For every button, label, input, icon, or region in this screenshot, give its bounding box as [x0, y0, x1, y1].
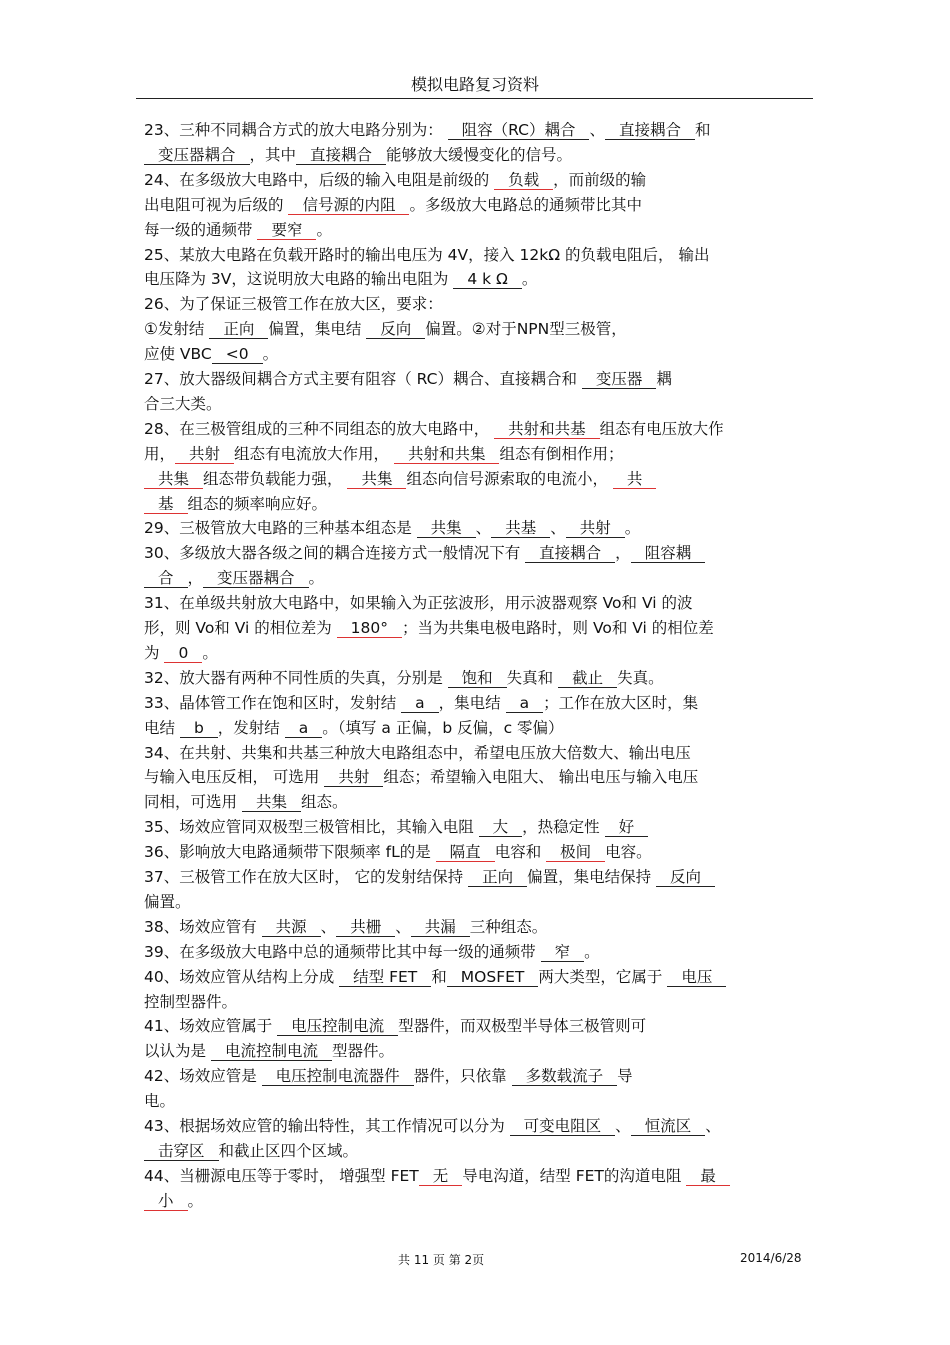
text-line: [144, 617, 809, 639]
question-text: 偏置。②对于NPN型三极管，: [425, 320, 627, 339]
text-line: [144, 916, 809, 938]
text-line: [144, 318, 809, 340]
text-line: [144, 991, 809, 1013]
answer-blank: a: [285, 719, 323, 738]
answer-blank: 电压控制电流: [277, 1017, 398, 1036]
text-line: [144, 443, 809, 465]
question-text: 27、放大器级间耦合方式主要有阻容（ RC）耦合、直接耦合和: [144, 370, 582, 388]
answer-blank: 信号源的内阻: [288, 196, 409, 215]
question-text: 同相，可选用: [144, 793, 242, 812]
text-line: [144, 517, 809, 539]
text-line: [144, 1090, 809, 1112]
question-text: 、: [395, 917, 411, 936]
answer-blank: 可变电阻区: [510, 1117, 616, 1136]
answer-blank: 直接耦合: [296, 146, 386, 165]
answer-blank: 阻容（RC）耦合: [448, 121, 590, 140]
text-line: [144, 169, 809, 191]
question-text: 用，: [144, 444, 176, 463]
answer-blank: 反向: [656, 868, 715, 887]
question-text: 以认为是: [144, 1042, 211, 1061]
question-text: ，: [615, 544, 631, 563]
answer-blank: 最: [686, 1167, 730, 1186]
answer-blank: 变压器: [582, 370, 657, 389]
answer-blank: <0: [212, 345, 263, 364]
text-line: [144, 1015, 809, 1037]
text-line: [144, 468, 809, 490]
answer-blank: 4 k Ω: [453, 270, 522, 289]
question-text: 29、三极管放大电路的三种基本组态是: [144, 519, 417, 538]
question-text: 36、影响放大电路通频带下限频率 fL的是: [144, 843, 436, 862]
page-header-title: 模拟电路复习资料: [410, 75, 539, 94]
question-text: 。: [262, 345, 279, 364]
text-line: [144, 393, 809, 415]
question-text: 31、在单级共射放大电路中，如果输入为正弦波形，用示波器观察 Vo和 Vi 的波: [144, 594, 693, 613]
question-text: 44、当栅源电压等于零时， 增强型 FET: [144, 1166, 419, 1185]
answer-blank: 窄: [541, 943, 585, 962]
question-text: ，发射结: [217, 718, 285, 737]
question-text: 40、场效应管从结构上分成: [144, 967, 340, 986]
text-line: [144, 418, 809, 440]
answer-blank: 共射和共基: [494, 420, 600, 439]
question-text: 型器件，而双极型半导体三极管则可: [398, 1017, 647, 1036]
answer-blank: 基: [144, 495, 188, 514]
question-text: 。: [624, 519, 641, 538]
question-text: 两大类型，它属于: [538, 967, 668, 986]
text-line: [144, 692, 809, 714]
question-text: 每一级的通频带: [144, 220, 258, 239]
text-line: [144, 742, 809, 764]
answer-blank: 合: [144, 569, 188, 588]
answer-blank: a: [401, 694, 439, 713]
question-text: ；当为共集电极电路时，则 Vo和 Vi 的相位差: [402, 619, 714, 637]
answer-blank: 共射: [566, 519, 625, 538]
question-text: 组态有电压放大作: [599, 419, 724, 438]
question-text: ，其中: [249, 145, 297, 164]
answer-blank: 共漏: [411, 918, 470, 937]
answer-blank: 共栅: [336, 918, 395, 937]
answer-blank: 极间: [546, 843, 605, 862]
text-line: [144, 766, 809, 788]
question-text: 34、在共射、共集和共基三种放大电路组态中，希望电压放大倍数大、输出电压: [144, 743, 691, 762]
text-line: [144, 791, 809, 813]
question-text: 偏置，集电结: [268, 320, 367, 339]
text-line: [144, 1140, 809, 1162]
text-line: [144, 667, 809, 689]
text-line: [144, 144, 809, 166]
text-line: [144, 941, 809, 963]
question-text: 。（填写 a 正偏，b 反偏，c 零偏）: [322, 718, 564, 737]
question-text: 24、在多级放大电路中，后级的输入电阻是前级的: [144, 170, 495, 189]
question-text: 42、场效应管是: [144, 1067, 262, 1086]
question-text: 25、某放大电路在负载开路时的输出电压为 4V，接入 12kΩ 的负载电阻后， 输出: [144, 245, 710, 264]
text-line: [144, 717, 809, 739]
question-text: 。: [584, 942, 600, 961]
question-text: 32、放大器有两种不同性质的失真，分别是: [144, 668, 448, 687]
question-text: 耦: [656, 370, 672, 388]
question-text: 器件，只依靠: [413, 1067, 512, 1086]
text-line: [144, 1115, 809, 1137]
text-line: [144, 592, 809, 614]
answer-blank: 180°: [337, 619, 402, 638]
question-text: 失真。: [617, 668, 664, 687]
answer-blank: 变压器耦合: [144, 146, 250, 165]
text-line: [144, 642, 809, 664]
answer-blank: a: [506, 694, 544, 713]
question-text: 28、在三极管组成的三种不同组态的放大电路中，: [144, 419, 495, 438]
question-text: 、: [550, 519, 566, 538]
question-text: 43、根据场效应管的输出特性，其工作情况可以分为: [144, 1117, 510, 1135]
text-line: [144, 368, 809, 390]
question-text: 形，则 Vo和 Vi 的相位差为: [144, 619, 337, 637]
answer-blank: 隔直: [436, 843, 495, 862]
question-text: ①发射结: [144, 320, 210, 339]
question-text: ；工作在放大区时，集: [543, 693, 699, 712]
answer-blank: 好: [605, 818, 649, 837]
text-line: [144, 493, 809, 515]
answer-blank: 小: [144, 1192, 188, 1211]
text-line: [144, 966, 809, 988]
question-text: 。: [202, 643, 218, 662]
page-number: 共 11 页 第 2页: [398, 1253, 485, 1267]
question-text: 、: [615, 1117, 631, 1135]
answer-blank: 共: [613, 470, 657, 489]
question-text: 导: [617, 1067, 633, 1086]
answer-blank: 共集: [347, 470, 406, 489]
text-line: [144, 891, 809, 913]
question-text: 37、三极管工作在放大区时， 它的发射结保持: [144, 868, 469, 886]
answer-blank: b: [180, 719, 218, 738]
answer-blank: 共射和共集: [394, 445, 500, 464]
question-text: 电容。: [605, 843, 652, 862]
question-text: 26、为了保证三极管工作在放大区，要求：: [144, 295, 443, 314]
question-text: 、: [320, 917, 337, 936]
header-divider: [136, 98, 813, 99]
question-text: 三种组态。: [469, 917, 548, 936]
answer-blank: 共集: [417, 519, 476, 538]
answer-blank: 多数载流子: [512, 1067, 618, 1086]
question-text: 失真和: [506, 668, 559, 687]
answer-blank: 电流控制电流: [211, 1042, 332, 1061]
question-text: 偏置。: [144, 892, 191, 911]
question-text: 型器件。: [331, 1042, 394, 1061]
question-text: 导电沟道，结型 FET的沟道电阻: [462, 1166, 687, 1185]
question-text: 33、晶体管工作在饱和区时，发射结: [144, 693, 402, 712]
answer-blank: 阻容耦: [631, 544, 706, 563]
answer-blank: 截止: [558, 669, 617, 688]
answer-blank: 大: [479, 818, 523, 837]
question-text: 23、三种不同耦合方式的放大电路分别为：: [144, 121, 448, 139]
question-text: 35、场效应管同双极型三极管相比，其输入电阻: [144, 818, 479, 837]
question-text: 组态有倒相作用；: [499, 444, 624, 463]
answer-blank: 变压器耦合: [203, 569, 309, 588]
question-text: 、: [705, 1117, 721, 1135]
question-text: 。: [308, 569, 325, 588]
answer-blank: 恒流区: [631, 1117, 706, 1136]
question-text: 应使 VBC: [144, 345, 212, 364]
text-line: [144, 1065, 809, 1087]
answer-blank: 无: [419, 1167, 463, 1186]
answer-blank: 0: [164, 644, 202, 663]
answer-blank: 电压控制电流器件: [262, 1067, 414, 1086]
answer-blank: 正向: [209, 320, 268, 339]
text-line: [144, 293, 809, 315]
answer-blank: 击穿区: [144, 1142, 219, 1161]
question-text: 电。: [144, 1092, 176, 1111]
answer-blank: 要窄: [257, 221, 316, 240]
answer-blank: 正向: [468, 868, 527, 887]
question-text: 。: [316, 220, 332, 239]
answer-blank: 直接耦合: [605, 121, 695, 140]
question-text: 合三大类。: [144, 394, 222, 413]
question-text: 组态带负载能力强，: [203, 469, 348, 488]
answer-blank: 共基: [491, 519, 550, 538]
question-text: 组态有电流放大作用，: [234, 444, 394, 463]
question-text: 电压降为 3V，这说明放大电路的输出电阻为: [144, 270, 454, 289]
question-text: ，: [187, 569, 204, 588]
text-line: [144, 841, 809, 863]
question-text: 组态；希望输入电阻大、 输出电压与输入电压: [383, 768, 699, 787]
question-text: ，热稳定性: [522, 818, 605, 837]
text-line: [144, 219, 809, 241]
answer-blank: 共集: [144, 470, 203, 489]
answer-blank: 直接耦合: [525, 544, 615, 563]
text-line: [144, 567, 809, 589]
answer-blank: 负载: [494, 171, 553, 190]
question-text: 为: [144, 643, 165, 662]
question-text: 、: [475, 519, 492, 538]
question-text: 电容和: [494, 843, 547, 862]
document-date: 2014/6/28: [740, 1251, 802, 1265]
question-text: 41、场效应管属于: [144, 1017, 278, 1036]
text-line: [144, 194, 809, 216]
text-line: [144, 866, 809, 888]
answer-blank: 共射: [175, 445, 234, 464]
text-line: [144, 268, 809, 290]
question-text: 和: [431, 967, 447, 986]
question-text: ，而前级的输: [553, 170, 647, 189]
question-text: 。: [521, 270, 538, 289]
question-text: 、: [589, 121, 605, 139]
text-line: [144, 1165, 809, 1187]
answer-blank: 共源: [262, 918, 321, 937]
question-text: 组态向信号源索取的电流小，: [406, 469, 613, 488]
question-text: 38、场效应管有: [144, 917, 262, 936]
question-text: 组态的频率响应好。: [187, 494, 328, 513]
question-text: 偏置，集电结保持: [527, 868, 657, 886]
question-text: 与输入电压反相， 可选用: [144, 768, 325, 787]
answer-blank: 饱和: [448, 669, 507, 688]
question-text: 和截止区四个区域。: [218, 1141, 359, 1160]
question-text: 电结: [144, 718, 180, 737]
answer-blank: 反向: [366, 320, 425, 339]
text-line: [144, 816, 809, 838]
text-line: [144, 1190, 809, 1212]
question-text: 能够放大缓慢变化的信号。: [386, 145, 573, 164]
text-line: [144, 542, 809, 564]
answer-blank: 结型 FET: [339, 968, 431, 987]
text-line: [144, 343, 809, 365]
question-text: 控制型器件。: [144, 992, 238, 1011]
text-line: [144, 1040, 809, 1062]
answer-blank: 共射: [324, 768, 383, 787]
question-text: 和: [695, 121, 711, 139]
answer-blank: 共集: [242, 793, 301, 812]
question-text: 。多级放大电路总的通频带比其中: [409, 195, 642, 214]
question-text: 。: [187, 1191, 204, 1210]
question-text: ，集电结: [438, 693, 506, 712]
question-text: 组态。: [300, 793, 348, 812]
question-text: 30、多级放大器各级之间的耦合连接方式一般情况下有: [144, 544, 526, 563]
text-line: [144, 244, 809, 266]
question-text: 出电阻可视为后级的: [144, 195, 289, 214]
text-line: [144, 119, 809, 141]
question-text: 39、在多级放大电路中总的通频带比其中每一级的通频带: [144, 942, 541, 961]
answer-blank: MOSFET: [447, 968, 539, 987]
answer-blank: 电压: [667, 968, 726, 987]
